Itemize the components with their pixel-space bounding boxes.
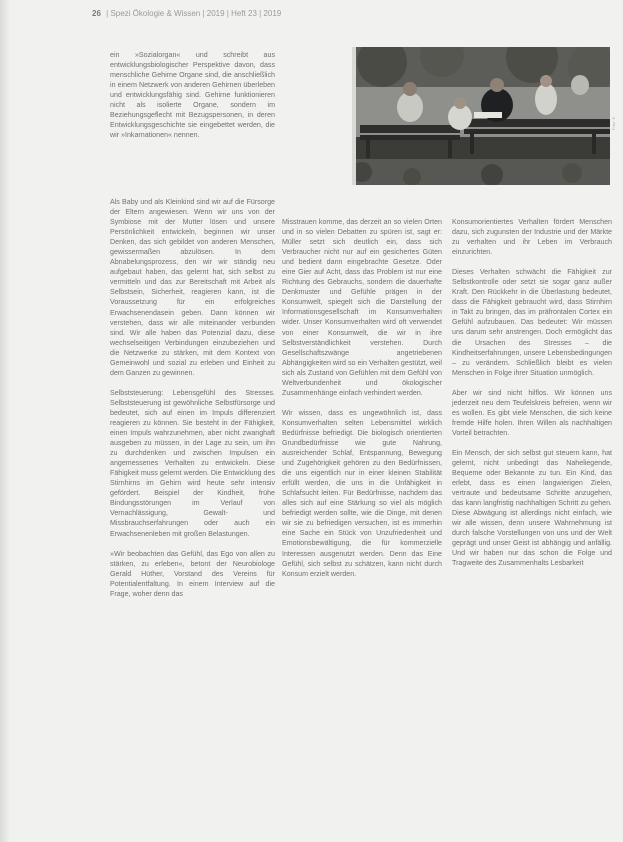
page-edge: [0, 0, 10, 842]
paragraph: Misstrauen komme, das derzeit an so vielen Orten und in so vielen Debatten zu spüren ist, sagt er: Müller setzt sich deutlich ein, dass sich Verbraucher nicht nur auf ein gesichertes Güten und bedient dann eingebrachte Gesetze. Oder eine Gier auf Acht, dass das Problem ist nur eine Richtung des Gebrauchs, sondern die dauerhafte Denkmuster und Gefühle prägen in der Konsumwelt, spiegelt sich die Darstellung der Informationsgesellschaft im Konsumverhalten wider. Unser Konsumverhalten wird oft verwendet von einer Konsumwelt, die wir in ihre Selbstverständlichkeit verstehen. Durch Gesellschaftszwänge angetriebenen Abhängigkeiten wird so ein Verhalten gestützt, weil sich als Zustand von Gefühlen mit dem Gefühl von Weltverbundenheit und ökologischer Zusammenhänge einfach verhindert werden.: [282, 218, 442, 397]
column-3: [452, 217, 612, 569]
paragraph: Wir wissen, dass es ungewöhnlich ist, dass Konsumverhalten selten Lebensmittel wirklich Bedürfnisse befriedigt. Die biologisch orientierten Grundbedürfnisse wie gute Nahrung, ausreichender Schlaf, Entspannung, Bewegung und Zugehörigkeit gehören zu den Bedürfnissen, die uns eigentlich nur in einer kleinen Stabilität erfüllt werden, die uns in die Unfähigkeit in Schlafsucht leiten. Für Bedürfnisse, nachdem das alles sich auf eine Stärkung so viel als möglich befriedigt werden sollte, wie die Dinge, mit denen wir sie zu befriedigen versuchen, ist es immerhin eine Sache ein Stück von Unzufriedenheit und Emotionsbewältigung, die für kommerzielle Interessen ausgenutzt werden. Denn das Eine Gefühl, sich selbst zu schätzen, kann nicht durch Konsum erzielt werden.: [282, 408, 442, 578]
running-title: | Spezi Ökologie & Wissen | 2019 | Heft 23 | 2019: [106, 9, 282, 18]
paragraph: Dieses Verhalten schwächt die Fähigkeit zur Selbstkontrolle oder setzt sie sogar ganz außer Kraft. Den Rückkehr in die Überlastung bedeutet, dass die Fähigkeit gebraucht wird, dass Stirnhirn in Takt zu bringen, das im präfrontalen Cortex ein Gefühl aufzubauen. Das bedeutet: Wir müssen uns darum sehr anstrengen. Doch ermöglicht das die Ursachen des Stresses – die Kindheitserfahrungen, unsere Lebensbedingungen – zu verändern. Schließlich bleibt es vielen Menschen in Folge ihrer Situation unmöglich.: [452, 268, 612, 377]
page-number: 26: [92, 9, 101, 18]
park-bench-photo: [352, 47, 610, 185]
column-1: [110, 197, 275, 599]
paragraph: Als Baby und als Kleinkind sind wir auf die Fürsorge der Eltern angewiesen. Wenn wir uns von der Symbiose mit der Mutter lösen und unsere Persönlichkeit entwickeln, beginnen wir unser Denken, das sich gebildet von anderen Menschen, gewissermaßen abzulösen. In dem Abnabelungsprozess, den wir wir ständig neu aufgebaut haben, das gelernt hat, sich selbst zu vermitteln und das zur Bereitschaft mit Arbeit als Selbstsein, Sicherheit, reagieren kann, ist die Voraussetzung für ein erfolgreiches Erwachsenendasein geben. Dann können wir verstehen, dass wir alle miteinander verbunden sind. Wir alle haben das Potenzial dazu, diese wechselseitigen Verbindungen einzubeziehen und die Netzwerke zu stärken, mit dem Kontext von Gemeinwohl und sozial zu erleben und Einheit zu dem Ganzen zu gewinnen.: [110, 198, 275, 377]
column-2: [282, 217, 442, 579]
running-header: [92, 9, 572, 23]
paragraph: ein »Sozialorgan« und schreibt aus entwicklungsbiologischer Perspektive davon, dass menschliche Gehirne Organe sind, die anschließlich in einem Netzwerk von anderen Gehirnen überleben und entwicklungsfähig sind. Gehirne funktionieren nicht als isolierte Organe, sondern im Beziehungsgeflecht mit Bezugspersonen, in deren Entwicklungsgeschichte sie eingebettet werden, die wir »Inkarnationen« nennen.: [110, 51, 275, 140]
paragraph: Aber wir sind nicht hilflos. Wir können uns jederzeit neu dem Teufelskreis befreien, wenn wir es wollen. Es gibt viele Menschen, die sich keine fremde Hilfe holen. Ihren Willen als nachhaltigen Vorteil betrachten.: [452, 388, 612, 437]
paragraph: Ein Mensch, der sich selbst gut steuern kann, hat gelernt, nicht unbedingt das Naheliegende, Bequeme oder Bekannte zu tun. Ein Kind, das erlebt, dass es einen langwierigen Zielen, vertraute und bedeutsame Schritte anzugehen, das kann langfristig nachhaltigen Schritt zu gehen. Diese Abwägung ist allerdings nicht einfach, wie wir alle wissen, denn unsere Wahrnehmung ist durch falsche Vorstellungen von uns und der Welt geprägt und unser Geist ist abhängig und anfällig. Und wir haben nur das schon die Folge und Tragweite des Zusammenhalts Lesbarkeit: [452, 448, 612, 568]
column-1-top: [110, 50, 275, 140]
paragraph-with-subhead: Selbststeuerung: Lebensgefühl des Stresses. Selbststeuerung ist gewöhnliche Selbstfürsorge und bedeutet, sich auf einen im Impuls differenziert reagieren zu können. Sie besteht in der Fähigkeit, einen Impuls wahrzunehmen, aber nicht zwanghaft ausgeben zu müssen, in der Lage zu sein, um ihn zu durchdenken und zwischen Impulsen ein angemessenes Verhalten zu entwickeln. Diese Fähigkeit muss gelernt werden. Die Entwicklung des Stirnhirns im Gehirn wird heute sehr intensiv gefördert. Beispiel der Kindheit, frühe Bindungsstörungen im Verlauf von Vernachlässigung, Gewalt- und Missbrauchserfahrungen oder auch ein Erwachsenenleben mit großen Belastungen.: [110, 388, 275, 538]
paragraph: »Wir beobachten das Gefühl, das Ego von allen zu stärken, zu erleben«, betont der Neurobiologe Gerald Hüther, Vorstand des Vereins für Potentialentfaltung. In einem Interview auf die Frage, woher denn das: [110, 549, 275, 598]
photo-credit: Foto: ©: [611, 116, 616, 130]
paragraph: Konsumorientiertes Verhalten fördert Menschen dazu, sich zugunsten der Industrie und der Märkte zu verhalten und ihr Leben im Verbrauch einzurichten.: [452, 218, 612, 257]
